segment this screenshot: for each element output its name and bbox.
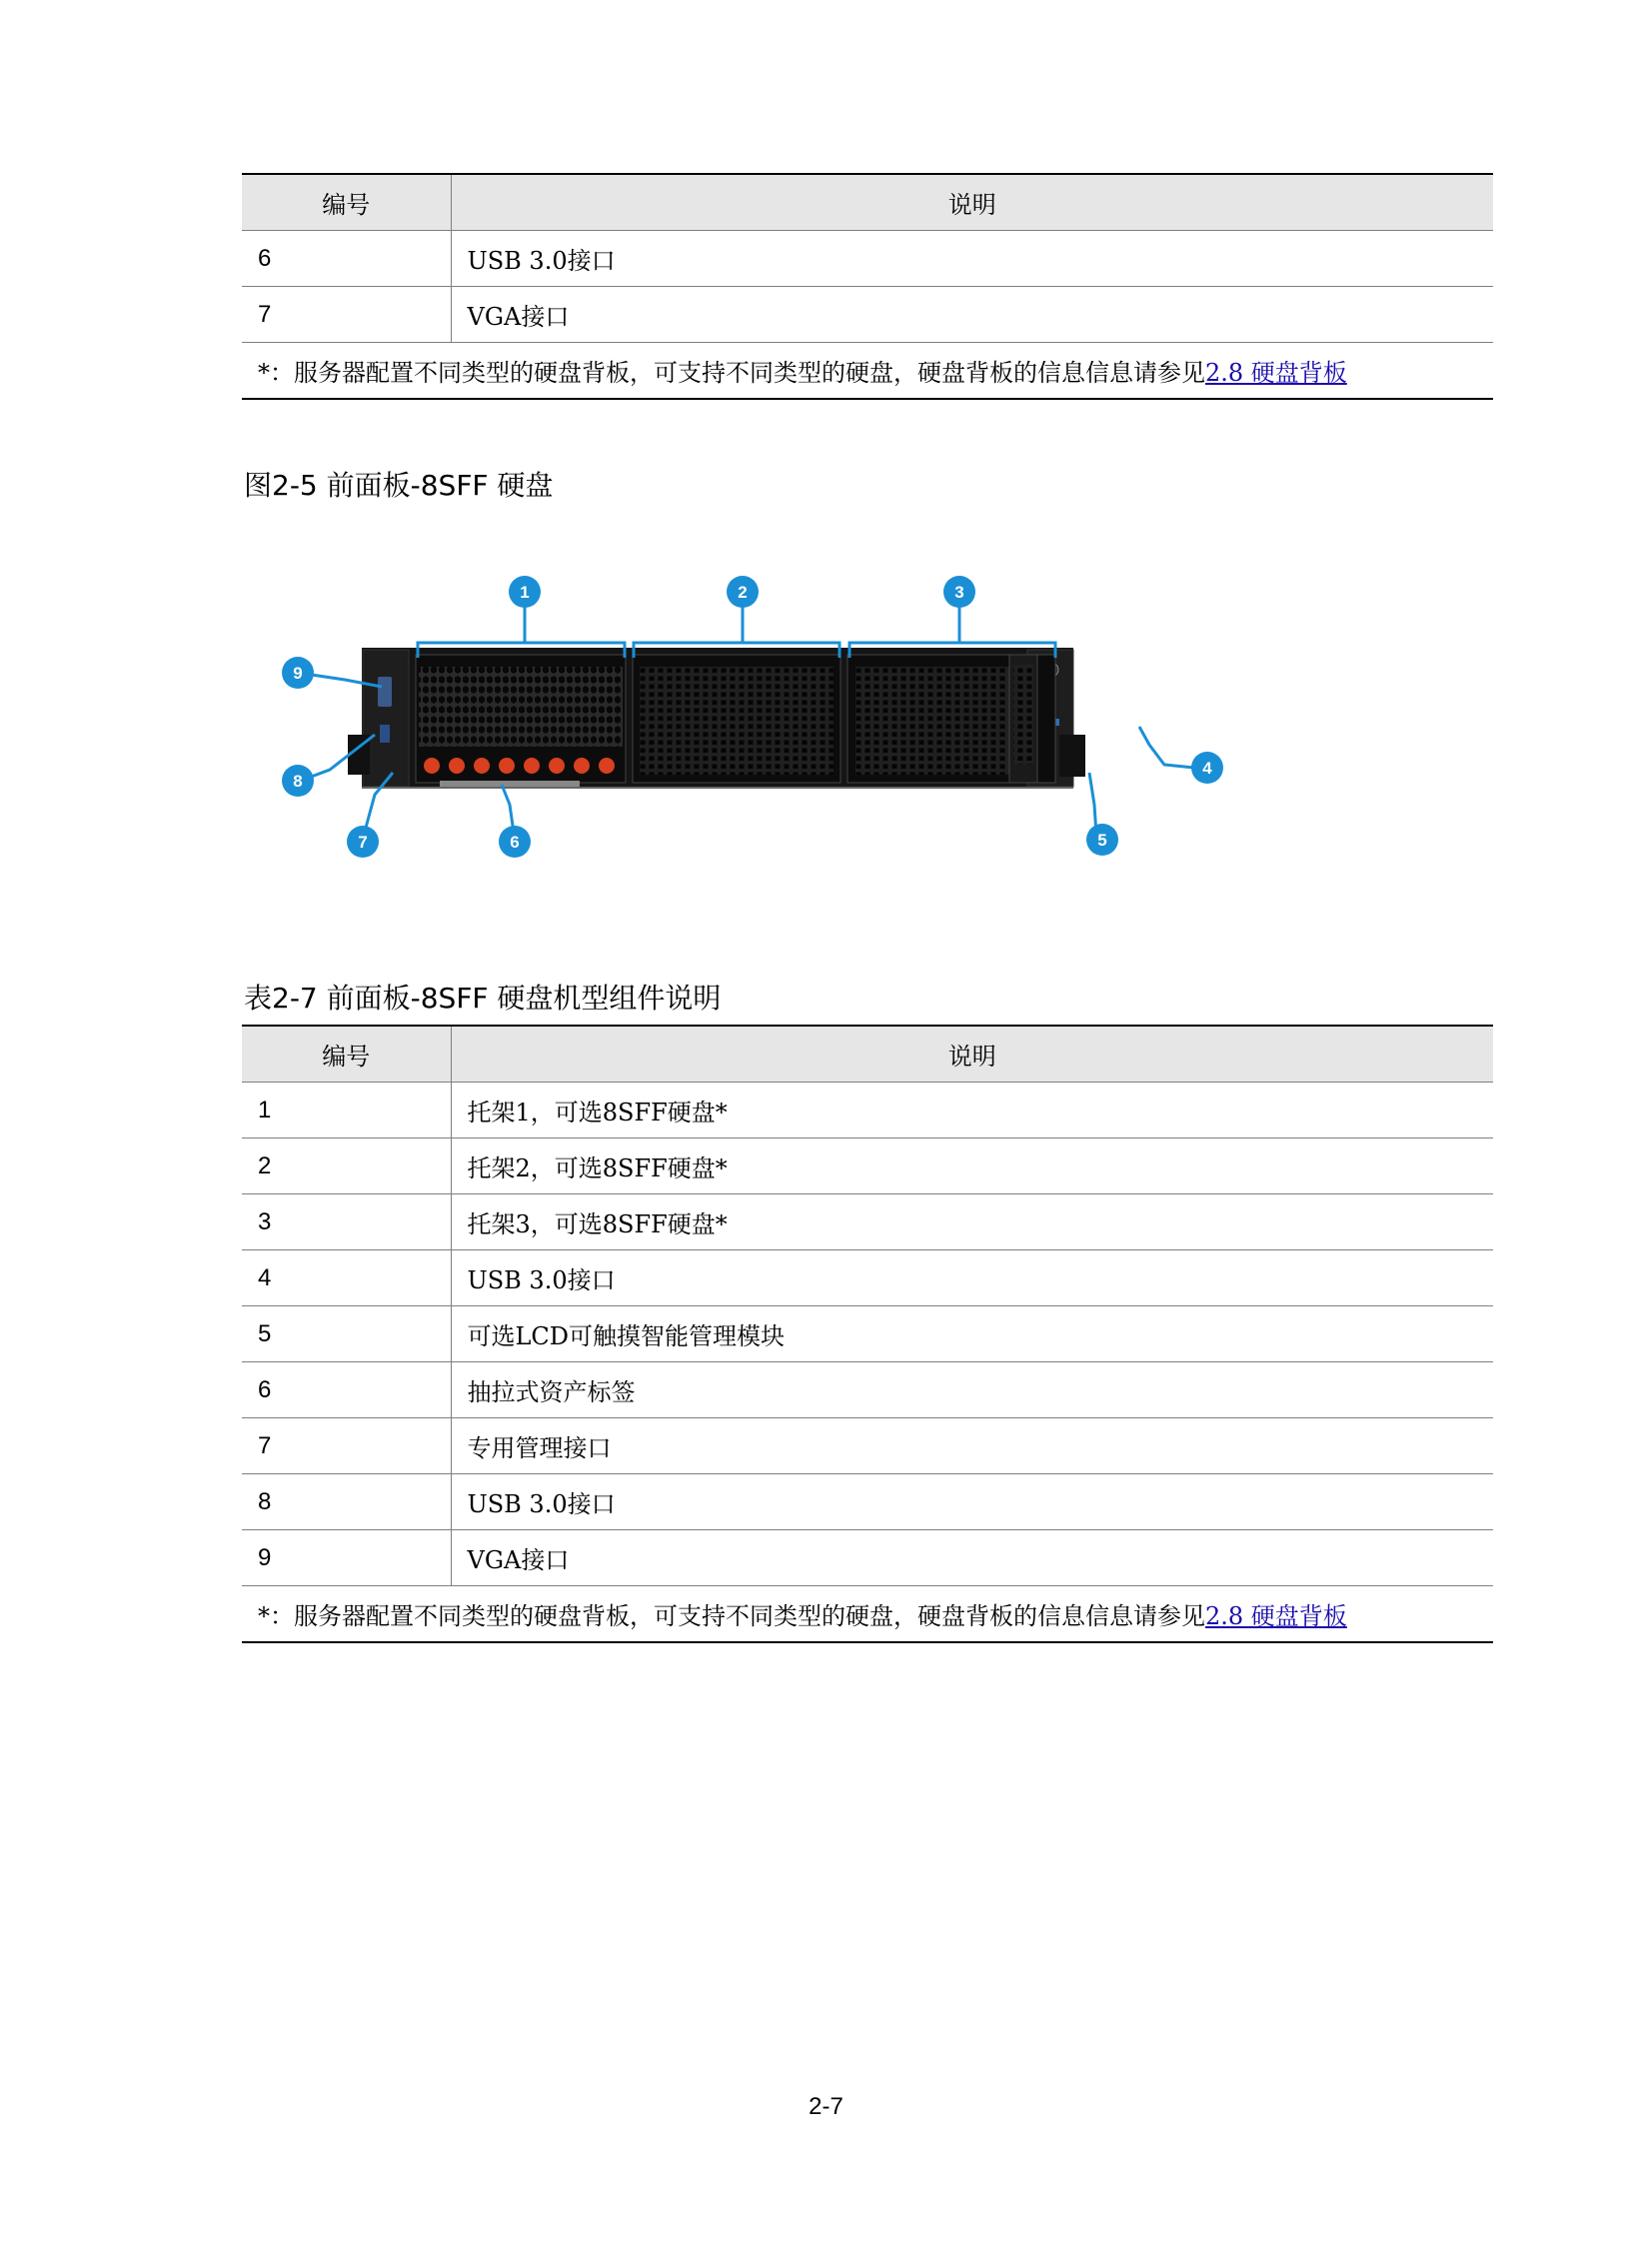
- callout-5: [1086, 824, 1118, 856]
- table-row: [242, 231, 1493, 287]
- table-caption: 表2-7 前面板-8SFF 硬盘机型组件说明: [244, 982, 722, 1015]
- table-header-row: [242, 174, 1493, 231]
- row-number: 8: [242, 1474, 451, 1530]
- table-row: [242, 1474, 1493, 1530]
- table-note-row: [242, 343, 1493, 400]
- row-number: 6: [242, 1362, 451, 1418]
- row-number: 3: [242, 1194, 451, 1250]
- backplane-link[interactable]: 2.8 硬盘背板: [1205, 1602, 1347, 1630]
- row-description: 托架1，可选8SFF硬盘*: [451, 1083, 1493, 1138]
- note-text: *：服务器配置不同类型的硬盘背板，可支持不同类型的硬盘，硬盘背板的信息信息请参见: [258, 359, 1205, 387]
- row-number: 7: [242, 287, 451, 343]
- callout-1-label: 1: [520, 583, 530, 602]
- server-front-panel-illustration: [270, 555, 1239, 885]
- row-description: USB 3.0接口: [451, 231, 1493, 287]
- callout-1: [509, 576, 541, 608]
- header-number: 编号: [242, 1026, 451, 1083]
- figure-caption: 图2-5 前面板-8SFF 硬盘: [244, 469, 554, 502]
- table-row: [242, 287, 1493, 343]
- table-row: [242, 1138, 1493, 1194]
- callout-3: [943, 576, 975, 608]
- callout-8: [282, 765, 314, 797]
- table-row: [242, 1083, 1493, 1138]
- callout-5-label: 5: [1097, 831, 1107, 850]
- table-note-row: [242, 1586, 1493, 1643]
- row-description: USB 3.0接口: [451, 1250, 1493, 1306]
- callout-4: [1191, 752, 1223, 784]
- table-note: [242, 1586, 1493, 1643]
- table-row: [242, 1362, 1493, 1418]
- row-number: 6: [242, 231, 451, 287]
- row-description: USB 3.0接口: [451, 1474, 1493, 1530]
- table-note: [242, 343, 1493, 400]
- row-number: 7: [242, 1418, 451, 1474]
- callout-7: [347, 826, 379, 858]
- row-number: 1: [242, 1083, 451, 1138]
- note-text: *：服务器配置不同类型的硬盘背板，可支持不同类型的硬盘，硬盘背板的信息信息请参见: [258, 1602, 1205, 1630]
- callout-6: [499, 826, 531, 858]
- callout-9: [282, 657, 314, 689]
- component-table-continued: [242, 173, 1493, 400]
- callout-6-label: 6: [510, 833, 520, 852]
- row-description: 托架3，可选8SFF硬盘*: [451, 1194, 1493, 1250]
- callout-2-label: 2: [738, 583, 748, 602]
- callout-3-label: 3: [954, 583, 964, 602]
- callout-9-label: 9: [293, 664, 303, 683]
- row-number: 9: [242, 1530, 451, 1586]
- row-description: 抽拉式资产标签: [451, 1362, 1493, 1418]
- row-description: VGA接口: [451, 1530, 1493, 1586]
- table-row: [242, 1250, 1493, 1306]
- page-number: 2-7: [809, 2093, 843, 2120]
- row-number: 5: [242, 1306, 451, 1362]
- table-row: [242, 1530, 1493, 1586]
- row-description: 可选LCD可触摸智能管理模块: [451, 1306, 1493, 1362]
- server-front-panel-figure: [270, 555, 1239, 885]
- table-row: [242, 1194, 1493, 1250]
- table-header-row: [242, 1026, 1493, 1083]
- row-description: 托架2，可选8SFF硬盘*: [451, 1138, 1493, 1194]
- callout-4-label: 4: [1202, 759, 1212, 778]
- header-description: 说明: [451, 174, 1493, 231]
- header-number: 编号: [242, 174, 451, 231]
- callout-2: [727, 576, 759, 608]
- row-description: VGA接口: [451, 287, 1493, 343]
- row-description: 专用管理接口: [451, 1418, 1493, 1474]
- callout-8-label: 8: [293, 772, 303, 791]
- table-row: [242, 1418, 1493, 1474]
- header-description: 说明: [451, 1026, 1493, 1083]
- backplane-link[interactable]: 2.8 硬盘背板: [1205, 359, 1347, 387]
- callout-7-label: 7: [358, 833, 368, 852]
- row-number: 2: [242, 1138, 451, 1194]
- component-table: [242, 1025, 1493, 1643]
- table-row: [242, 1306, 1493, 1362]
- row-number: 4: [242, 1250, 451, 1306]
